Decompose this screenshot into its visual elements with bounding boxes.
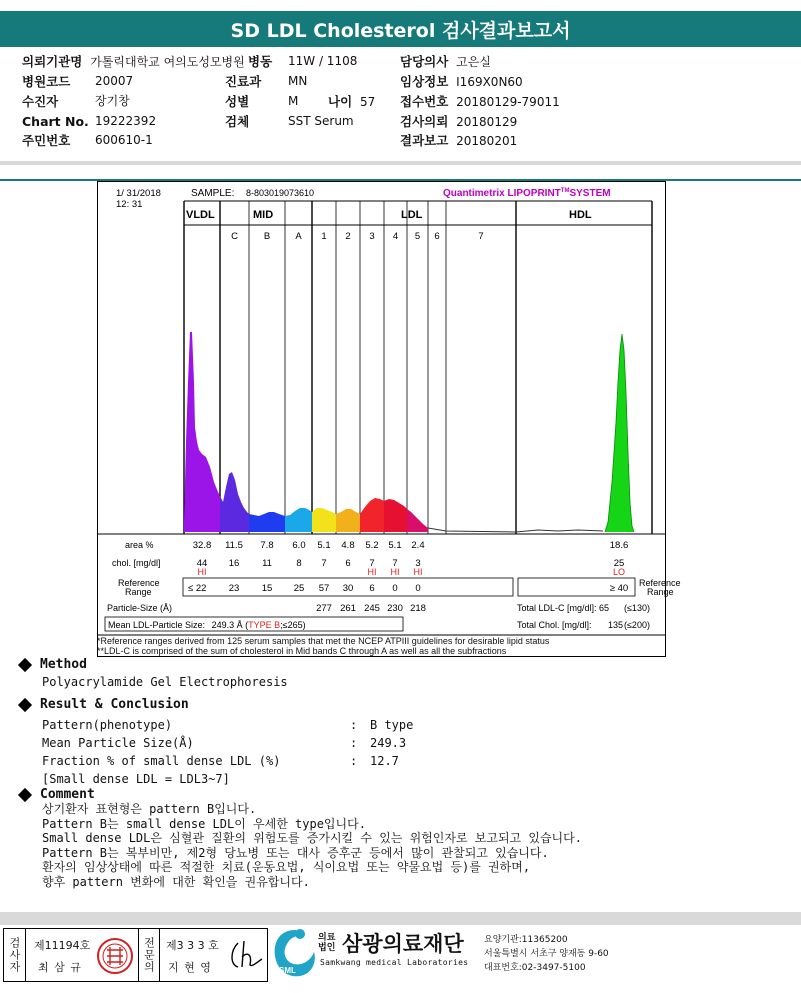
curve-area [285,508,312,532]
chol-flag: HI [197,567,207,577]
receipt-label: 접수번호 [400,94,449,109]
specimen-label: 검체 [225,114,250,129]
band-label: 1 [321,231,327,242]
footer-divider [0,912,801,925]
band-label: 4 [392,231,399,242]
ref-row-label-2: Range [125,587,152,597]
particle-size-value: 277 [316,603,332,614]
hdl-area-value: 18.6 [609,540,629,551]
comment-line: 상기환자 표현형은 pattern B입니다. [42,802,257,816]
area-value: 4.8 [341,540,355,551]
doctor-label: 담당의사 [400,54,449,69]
inst-label: 의뢰기관명 [22,54,83,69]
hosp-code-label: 병원코드 [22,74,71,89]
chart-no-label: Chart No. [22,114,89,129]
result-sep: : [350,736,358,750]
ref-value: 57 [318,583,330,594]
receipt-value: 20180129-79011 [456,95,560,109]
chol-value: 3 [415,558,421,569]
curve-area [360,498,384,532]
curve-area [312,508,336,532]
sml-logo-text: SML [279,966,296,975]
area-value: 7.8 [260,540,274,551]
sample-label: SAMPLE: [191,188,235,199]
specialist-name: 지 현 영 [168,961,212,974]
sex-value: M [288,94,299,108]
band-label: 3 [369,231,375,242]
diamond-bullet-icon [18,787,32,801]
ref-right-label-1: Reference [639,578,681,588]
area-value: 5.1 [317,540,331,551]
total-chol-ref: (≤200) [624,620,650,630]
ref-value: 0 [415,583,421,594]
total-ldl-label: Total LDL-C [mg/dl]: [517,603,597,613]
chol-value: 11 [262,558,272,569]
chart-date: 1/ 31/2018 [116,188,161,199]
dept-label: 진료과 [225,74,262,89]
method-section [20,656,87,672]
result-value: B type [370,718,414,732]
particle-size-label: Particle-Size (Å) [107,603,173,613]
particle-size-value: 218 [410,603,426,614]
curve-area [407,509,428,532]
brand-name: Quantimetrix LIPOPRINT [443,188,561,199]
curve-baseline [516,530,603,532]
mean-ldl-value: 249.3 Å [211,620,243,630]
chol-value: 7 [369,558,375,569]
org-phone: 대표번호:02-3497-5100 [484,963,586,973]
org-type-line: 의료 [318,933,336,943]
ref-value: 6 [369,583,375,594]
diamond-bullet-icon [18,697,32,711]
band-label: 5 [414,231,421,242]
hdl-ref-value: ≥ 40 [609,583,629,594]
comment-title: Comment [40,787,95,802]
org-name: 삼광의료재단 [342,932,464,956]
area-value: 6.0 [292,540,306,551]
mean-ldl-ref: ≤265 [282,620,303,630]
hdl-chol-flag: LO [612,567,626,577]
comment-line: 향후 pattern 변화에 대한 확인을 권유합니다. [42,874,310,889]
org-address: 서울특별시 서초구 양재동 9-60 [484,949,609,959]
chol-flag: HI [413,567,423,577]
doctor-value: 고은실 [456,55,491,69]
particle-size-value: 230 [387,603,403,614]
lipoprint-svg [98,182,681,656]
area-value: 5.1 [388,540,402,551]
report-title: SD LDL Cholesterol 검사결과보고서 [0,11,801,47]
info-row-1 [22,52,245,71]
result-label: Pattern(phenotype) [42,718,173,732]
request-label: 검사의뢰 [400,114,449,129]
particle-size-value: 261 [340,603,356,614]
org-code: 요양기관:11365200 [484,935,568,945]
examiner-no: 제11194호 [34,939,91,952]
signature-box [3,928,268,982]
svg-text:Quantimetrix LIPOPRINTTMSYSTEM [443,188,611,199]
org-type-line: 법인 [318,943,336,953]
lipoprint-chart [97,181,681,657]
chart-footnotes [97,636,717,656]
dept-value: MN [288,74,308,88]
chol-value: 16 [228,558,240,569]
hdl-chol-value: 25 [613,558,625,569]
clinical-label: 임상정보 [400,74,449,89]
group-ldl: LDL [401,209,423,221]
curve-area [384,499,407,532]
chol-value: 44 [196,558,208,569]
result-row [42,716,542,734]
sex-label: 성별 [225,94,250,109]
chol-flag: HI [367,567,377,577]
report-date-value: 20180201 [456,134,518,148]
band-label: 2 [345,231,351,242]
org-details [484,933,609,975]
comment-lines [42,802,582,889]
curve-tail [428,528,516,532]
curve-area [336,509,360,532]
total-ldl-value: 65 [599,603,610,613]
specialist-no: 제3 3 3 호 [166,939,219,952]
ward-label: 병동 [248,54,273,69]
curve-area [249,512,285,532]
chol-row-label: chol. [mg/dl] [112,558,161,568]
mean-ldl-label: Mean LDL-Particle Size: [108,620,206,630]
footnote-1: *Reference ranges derived from 125 serum samples that met the NCEP ATPIII guidelines for desirable lipid status [97,636,550,646]
result-sep: : [350,754,358,768]
inst-value: 가톨릭대학교 여의도성모병원 [90,55,245,69]
comment-line: Pattern B는 small dense LDL이 우세한 type입니다. [42,816,366,831]
specialist-label: 전문의 [138,929,160,981]
band-label: 7 [478,231,484,242]
total-chol-value: 135 [608,620,624,630]
report-date-label: 결과보고 [400,133,449,148]
ref-value: 23 [228,583,240,594]
particle-size-value: 245 [364,603,380,614]
result-title: Result & Conclusion [40,697,189,712]
comment-line: Pattern B는 복부비만, 제2형 당뇨병 또는 대사 증후군 등에서 많이 관찰되고 있습니다. [42,845,549,860]
result-label: Fraction % of small dense LDL (%) [42,754,281,768]
ref-value: 30 [342,583,354,594]
band-label: 6 [434,231,440,242]
result-row [42,734,542,752]
ref-first-value: ≤ 22 [188,583,207,594]
band-label: A [295,231,302,242]
brand-tm: TM [560,188,570,194]
curve-area [184,332,220,532]
area-value: 32.8 [192,540,212,551]
chol-value: 7 [321,558,327,569]
ref-value: 25 [293,583,305,594]
svg-text:Mean LDL-Particle Size:: Mean LDL-Particle Size: 249.3 Å (TYPE B;≤265) [108,620,306,630]
mean-ldl-type: TYPE B [248,620,281,630]
patient-value: 장기창 [95,94,130,108]
chol-flag: HI [390,567,400,577]
brand-system: SYSTEM [569,188,611,199]
band-label: B [263,231,271,242]
result-label: Mean Particle Size(Å) [42,736,194,750]
comment-section [20,786,95,802]
ward-value: 11W / 1108 [288,54,358,68]
examiner-label: 검사자 [4,929,26,981]
group-hdl: HDL [569,209,592,221]
result-value: 12.7 [370,754,399,768]
method-text: Polyacrylamide Gel Electrophoresis [42,675,288,689]
examiner-seal-icon [96,937,134,975]
diamond-bullet-icon [18,657,32,671]
footnote-2: **LDL-C is comprised of the sum of cholesterol in Mid bands C through A as well as all the subfractions [97,646,507,656]
specialist-cell [162,929,267,981]
svg-text:Total Chol. [mg/dl]: 135 [517,620,623,630]
rrn-value: 600610-1 [95,133,153,147]
total-chol-label: Total Chol. [mg/dl]: [517,620,592,630]
area-row-label: area % [125,540,154,550]
sml-logo-icon [270,926,320,982]
sample-value: 8-803019073610 [246,188,315,198]
rrn-label: 주민번호 [22,133,71,148]
org-name-en: Samkwang medical Laboratories [320,958,469,967]
result-row [42,752,542,770]
chart-no-value: 19222392 [95,114,157,128]
ref-value: 0 [392,583,398,594]
clinical-value: I169X0N60 [456,75,523,89]
area-value: 2.4 [411,540,425,551]
area-value: 11.5 [225,540,243,551]
result-value: 249.3 [370,736,407,750]
method-title: Method [40,657,87,672]
specialist-signature-icon [226,937,266,973]
ref-value: 15 [261,583,273,594]
svg-text:Total LDL-C [mg/dl]: 65 [517,603,609,613]
chart-time: 12: 31 [116,199,143,210]
divider [0,161,801,165]
total-ldl-ref: (≤130) [624,603,650,613]
comment-line: 환자의 임상상태에 따른 적절한 치료(운동요법, 식이요법 또는 약물요법 등)를 권하며, [42,860,531,874]
specimen-value: SST Serum [288,114,354,128]
age-value: 57 [359,95,376,109]
org-type [318,933,335,953]
examiner-cell [28,929,138,981]
curve-area [220,472,249,532]
group-mid: MID [253,209,274,221]
examiner-name: 최 삼 규 [38,961,82,974]
patient-label: 수진자 [22,94,59,109]
chol-value: 7 [392,558,398,569]
request-value: 20180129 [456,115,518,129]
result-section [20,696,189,712]
hosp-code-value: 20007 [95,74,134,88]
ref-right-label-2: Range [647,587,674,597]
band-label: C [231,231,238,242]
chol-value: 8 [296,558,302,569]
result-rows [42,716,542,788]
area-value: 5.2 [365,540,379,551]
group-vldl: VLDL [186,209,215,221]
result-sep: : [350,718,358,732]
comment-line: Small dense LDL은 심혈관 질환의 위험도를 증가시킬 수 있는 위험인자로 보고되고 있습니다. [42,831,582,845]
age-label: 나이 [328,94,353,109]
ref-row-label-1: Reference [118,578,160,588]
result-note: [Small dense LDL = LDL3~7] [42,772,230,786]
chol-value: 6 [345,558,351,569]
